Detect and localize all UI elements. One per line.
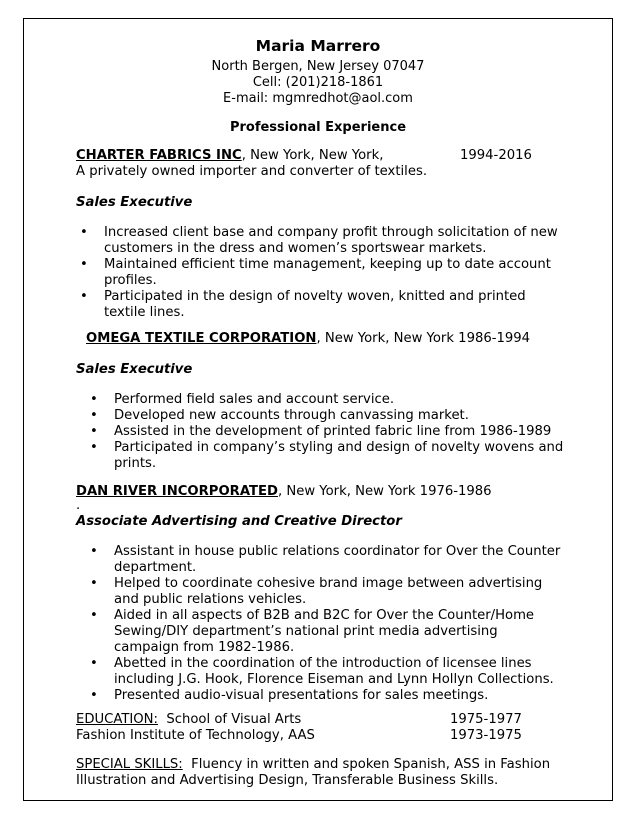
list-item: • Assistant in house public relations coordinator for Over the Counter department.: [90, 544, 561, 575]
education-years-1: 1975-1977: [450, 712, 522, 727]
job-2-location: , New York, New York 1986-1994: [316, 331, 531, 346]
job-3-company: DAN RIVER INCORPORATED: [76, 484, 278, 499]
list-item: • Abetted in the coordination of the introduction of licensee lines including J.G. Hook, Florence Eiseman and Lynn Hollyn Collections.: [90, 656, 554, 687]
list-item: • Increased client base and company profit through solicitation of new customers in the dress and women’s sportswear markets.: [80, 225, 558, 256]
job-3-role: Associate Advertising and Creative Director: [76, 514, 402, 529]
bullet-icon: •: [90, 688, 98, 703]
list-item: • Participated in the design of novelty woven, knitted and printed textile lines.: [80, 289, 526, 320]
list-item: • Presented audio-visual presentations for sales meetings.: [90, 688, 489, 703]
job-1-location: , New York, New York,: [241, 148, 384, 163]
section-heading-experience: Professional Experience: [229, 120, 407, 135]
job-3-header: [76, 484, 492, 500]
job-2-bullet-list: [90, 392, 564, 472]
skills-line-2: Illustration and Advertising Design, Transferable Business Skills.: [76, 773, 499, 788]
job-2-header: [86, 331, 530, 347]
list-item: • Performed field sales and account service.: [90, 392, 395, 407]
list-item: • Maintained efficient time management, keeping up to date account profiles.: [80, 257, 551, 288]
resume-page: [23, 18, 613, 801]
bullet-icon: •: [90, 440, 98, 455]
list-item: • Participated in company’s styling and design of novelty wovens and prints.: [90, 440, 564, 471]
job-2-role: Sales Executive: [76, 362, 193, 377]
job-1-bullet-list: [80, 225, 564, 321]
education-school-2: Fashion Institute of Technology, AAS: [76, 728, 315, 743]
education-years-2: 1973-1975: [450, 728, 522, 743]
job-3-bullet-list: [90, 544, 564, 704]
job-1-header: [76, 148, 383, 164]
bullet-icon: •: [90, 424, 98, 439]
job-2-company: OMEGA TEXTILE CORPORATION: [86, 331, 317, 346]
job-1-role: Sales Executive: [76, 195, 193, 210]
skills-label: SPECIAL SKILLS:: [76, 757, 183, 772]
stray-period: .: [76, 498, 81, 513]
candidate-name: Maria Marrero: [255, 37, 381, 55]
bullet-icon: •: [80, 257, 88, 272]
job-3-location: , New York, New York 1976-1986: [277, 484, 492, 499]
bullet-icon: •: [80, 289, 88, 304]
skills-line-1: [76, 757, 550, 773]
list-item: • Aided in all aspects of B2B and B2C for Over the Counter/Home Sewing/DIY department’s national print media advertising campaign from 1982-1986.: [90, 608, 535, 655]
list-item: • Developed new accounts through canvassing market.: [90, 408, 469, 423]
email: E-mail: mgmredhot@aol.com: [223, 91, 413, 106]
list-item: • Assisted in the development of printed fabric line from 1986-1989: [90, 424, 552, 439]
skills-text-1: Fluency in written and spoken Spanish, ASS in Fashion: [191, 757, 551, 772]
address: North Bergen, New Jersey 07047: [211, 59, 425, 74]
bullet-icon: •: [80, 225, 88, 240]
education-line-1: [76, 712, 301, 728]
bullet-icon: •: [90, 392, 98, 407]
job-1-company: CHARTER FABRICS INC: [76, 148, 242, 163]
education-label: EDUCATION:: [76, 712, 158, 727]
bullet-icon: •: [90, 608, 98, 623]
bullet-icon: •: [90, 544, 98, 559]
job-1-description: A privately owned importer and converter of textiles.: [76, 164, 428, 179]
bullet-icon: •: [90, 408, 98, 423]
education-school-1: School of Visual Arts: [166, 712, 302, 727]
cell-phone: Cell: (201)218-1861: [252, 75, 384, 90]
job-1-years: 1994-2016: [460, 148, 532, 163]
bullet-icon: •: [90, 576, 98, 591]
list-item: • Helped to coordinate cohesive brand image between advertising and public relations vehicles.: [90, 576, 543, 607]
bullet-icon: •: [90, 656, 98, 671]
